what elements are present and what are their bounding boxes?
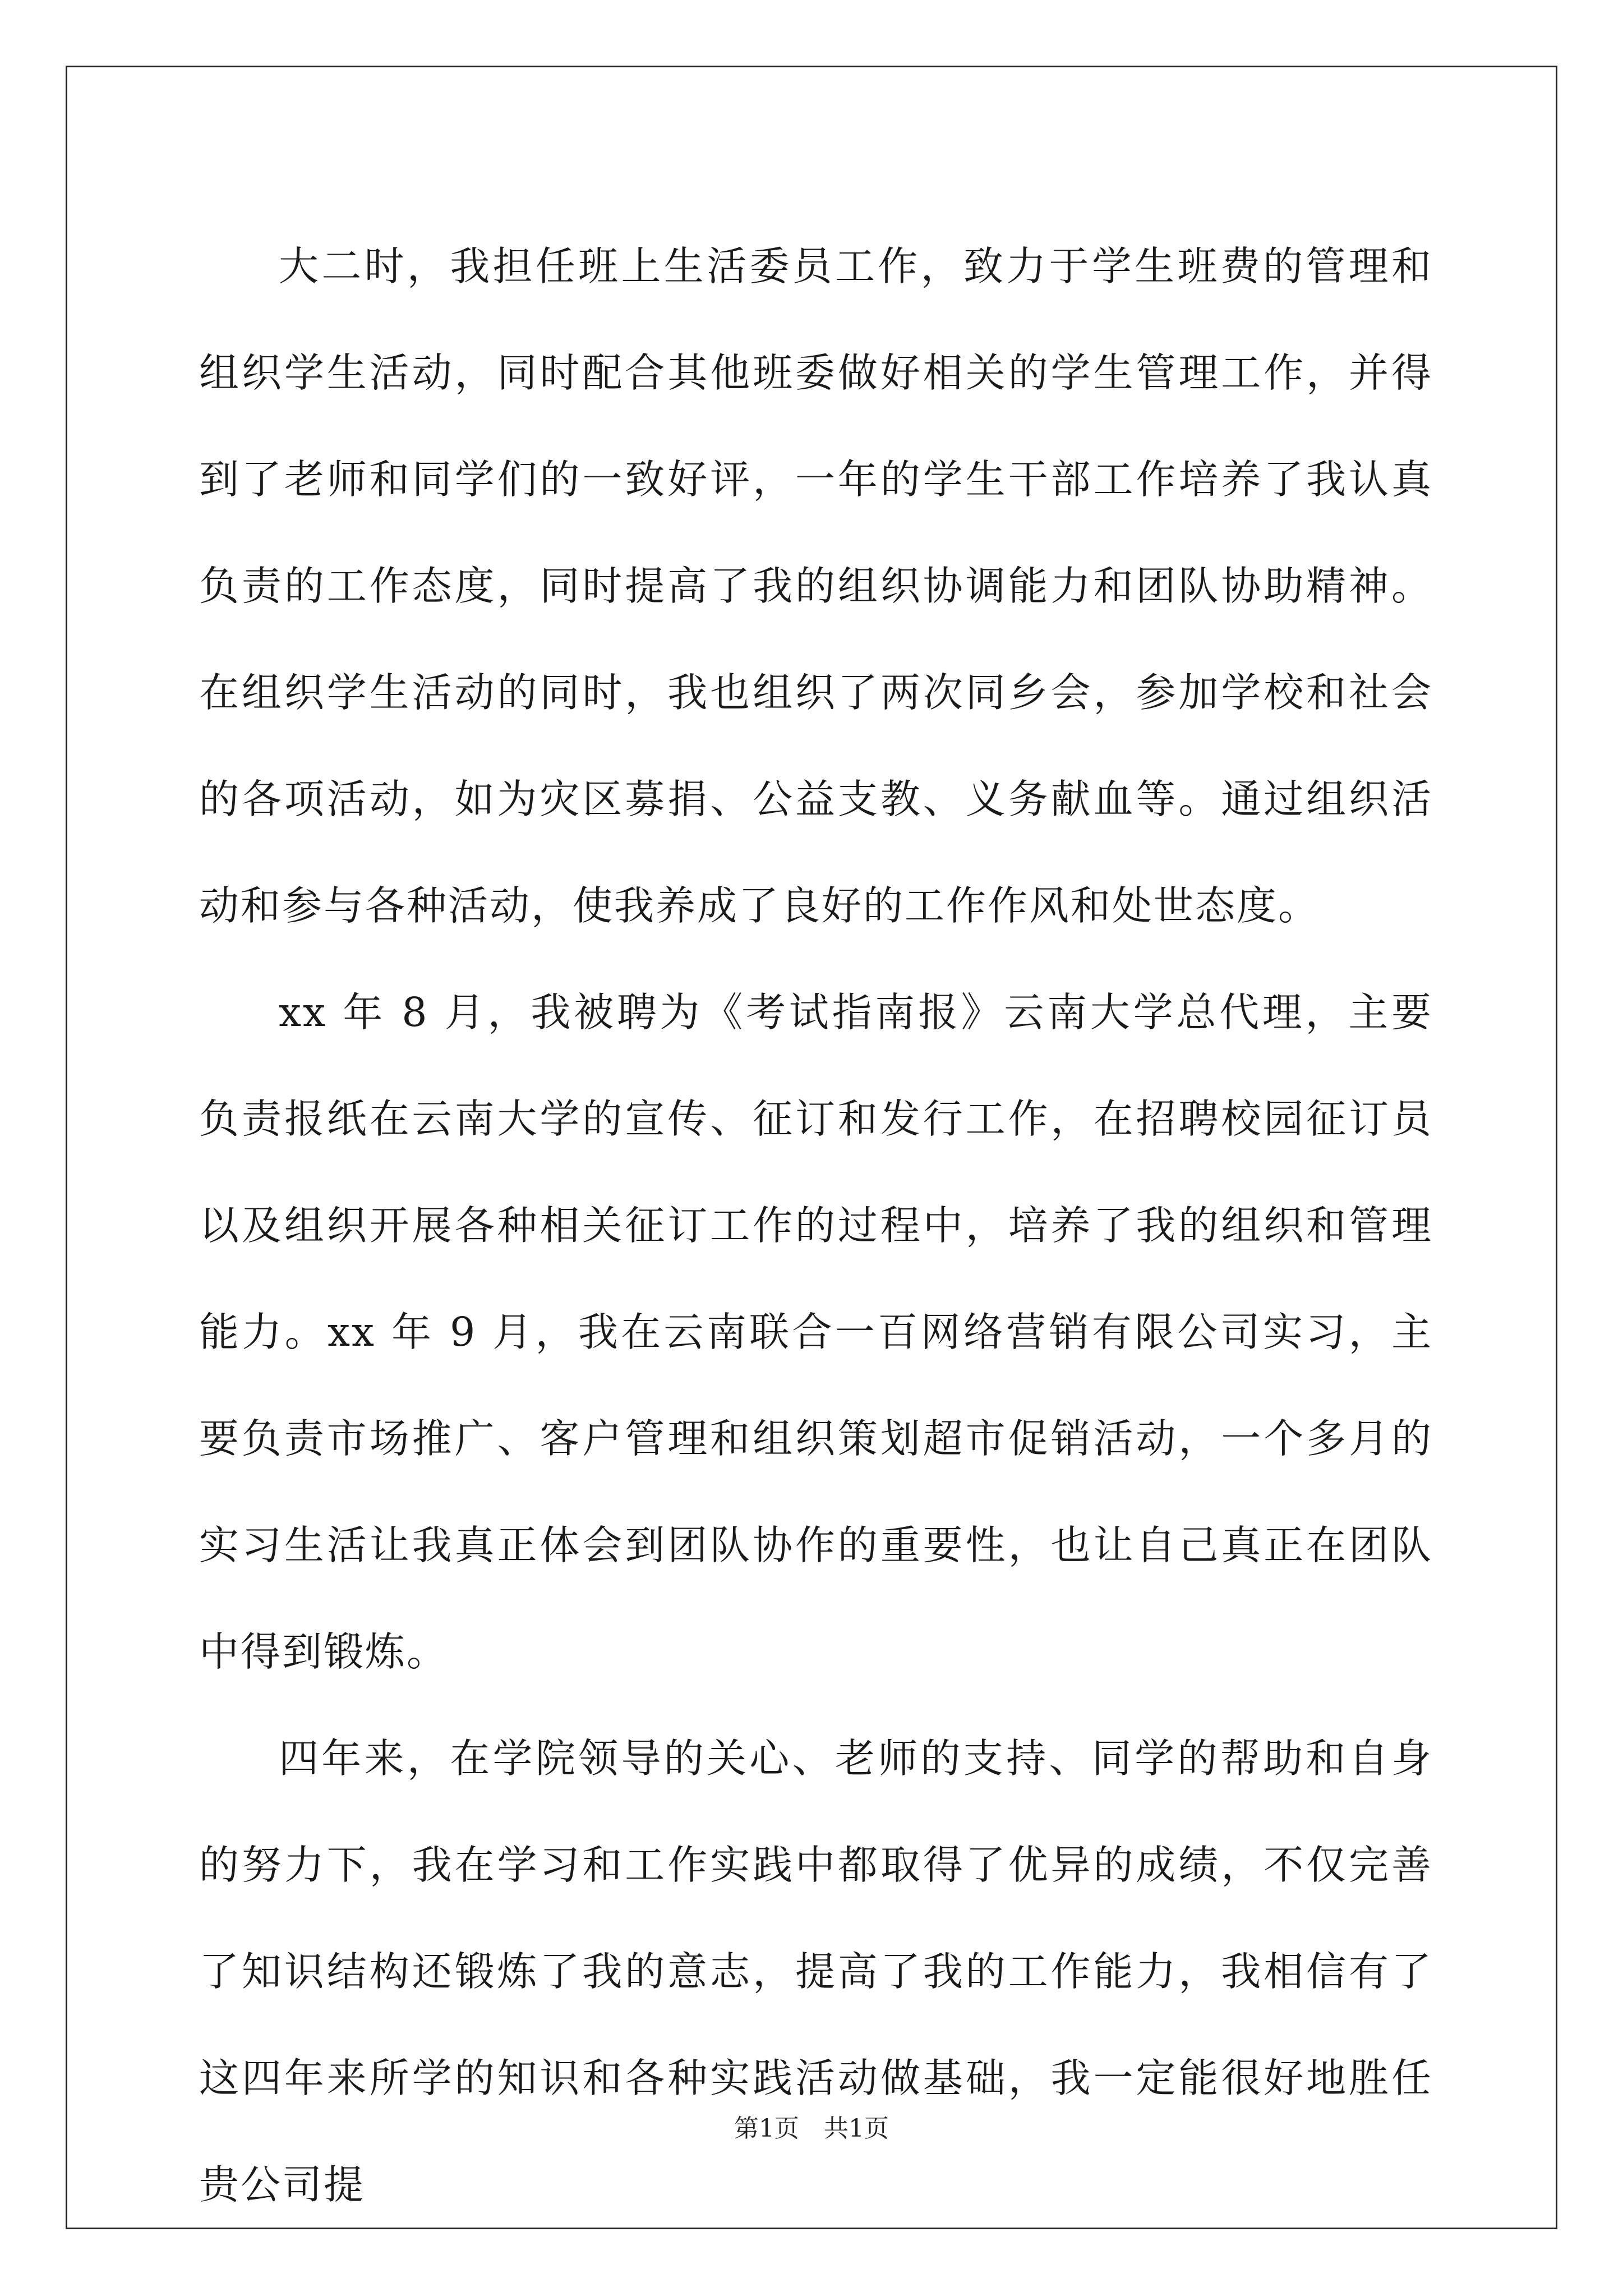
paragraph-3: 四年来，在学院领导的关心、老师的支持、同学的帮助和自身的努力下，我在学习和工作实践中都取得了优异的成绩，不仅完善了知识结构还锻炼了我的意志，提高了我的工作能力，我相信有了这四年来所学的知识和各种实践活动做基础，我一定能很好地胜任贵公司提 <box>199 1735 1433 2208</box>
paragraph-2: xx 年 8 月，我被聘为《考试指南报》云南大学总代理，主要负责报纸在云南大学的宣传、征订和发行工作，在招聘校园征订员以及组织开展各种相关征订工作的过程中，培养了我的组织和管理能力。xx 年 9 月，我在云南联合一百网络营销有限公司实习，主要负责市场推广、客户管理和组织策划超市促销活动，一个多月的实习生活让我真正体会到团队协作的重要性，也让自己真正在团队中得到锻炼。 <box>199 989 1433 1675</box>
page-total: 共1页 <box>824 2114 889 2143</box>
paragraph-1: 大二时，我担任班上生活委员工作，致力于学生班费的管理和组织学生活动，同时配合其他班委做好相关的学生管理工作，并得到了老师和同学们的一致好评，一年的学生干部工作培养了我认真负责的工作态度，同时提高了我的组织协调能力和团队协助精神。在组织学生活动的同时，我也组织了两次同乡会，参加学校和社会的各项活动，如为灾区募捐、公益支教、义务献血等。通过组织活动和参与各种活动，使我养成了良好的工作作风和处世态度。 <box>199 243 1433 929</box>
page-number: 第1页 <box>734 2114 799 2143</box>
page-footer <box>0 2112 1623 2146</box>
document-body <box>199 213 1433 2238</box>
